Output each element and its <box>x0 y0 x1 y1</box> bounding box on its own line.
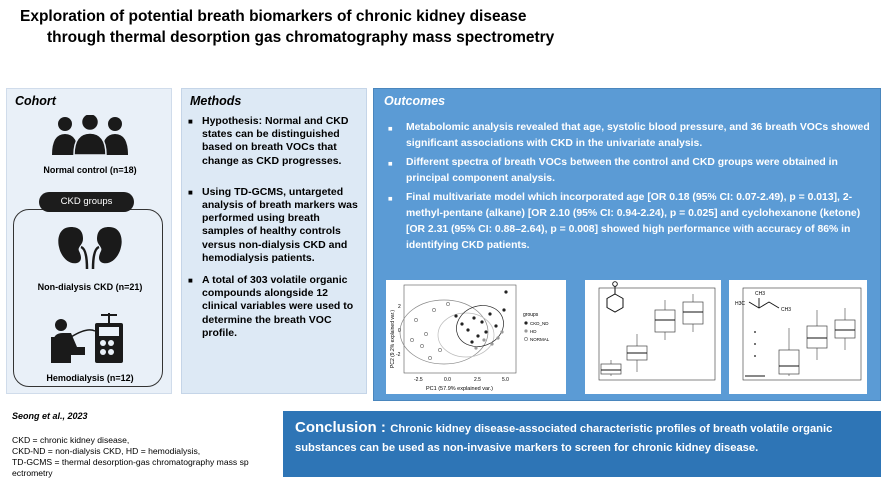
pca-figure <box>386 280 566 394</box>
pca-xtick-2: 0.0 <box>444 377 451 383</box>
abbreviation-line-3: TD-GCMS = thermal desorption-gas chromatography mass sp <box>12 457 249 467</box>
methods-item-compounds: ■ A total of 303 volatile organic compounds alongside 12 clinical variables were used to determine the breath VOC profile. <box>188 274 364 340</box>
outcomes-item-multivariate: ■ Final multivariate model which incorporated age [OR 0.18 (95% CI: 0.07-2.49), p = 0.013], 2-methyl-pentane (alkane) [OR 2.10 (95% CI: 0.94-2.24), p = 0.025] and cyclohexanone (ketone) [OR 2.31 (95% CI: 0.88–2.64), p = 0.008] showed high performance with accuracy of 86% in identifying CKD patients. <box>388 190 874 254</box>
conclusion-box <box>283 411 881 477</box>
pca-ylabel: PC2 (9.2% explained var.) <box>390 309 396 368</box>
title-line-1: Exploration of potential breath biomarkers of chronic kidney disease <box>20 8 527 25</box>
kidneys-icon <box>57 225 123 269</box>
pca-xtick-4: 5.0 <box>502 377 509 383</box>
pca-legend-normal: NORMAL <box>530 337 550 342</box>
pca-xtick-3: 2.5 <box>474 377 481 383</box>
conclusion-heading: Conclusion : <box>295 419 386 436</box>
cohort-panel <box>6 88 172 394</box>
citation: Seong et al., 2023 <box>12 411 88 421</box>
outcomes-item-univariate: ■ Metabolomic analysis revealed that age, systolic blood pressure, and 36 breath VOCs showed significant associations with CKD in the univariate analysis. <box>388 120 874 152</box>
outcomes-list <box>388 120 874 257</box>
hemodialysis-machine-icon <box>51 313 127 365</box>
methods-item-analysis: ■ Using TD-GCMS, untargeted analysis of breath markers was performed using breath samples of healthy controls versus non-dialysis CKD and hemodialysis patients. <box>188 186 364 265</box>
conclusion-text: Chronic kidney disease-associated characteristic profiles of breath volatile organic substances can be used as non-invasive markers to screen for chronic kidney disease. <box>295 423 833 454</box>
pca-xlabel: PC1 (57.9% explained var.) <box>426 386 493 392</box>
pca-ytick-1: 2 <box>398 304 401 310</box>
abbreviations <box>12 435 282 479</box>
abbreviation-line-4: ectrometry <box>12 468 53 478</box>
outcomes-item-pca: ■ Different spectra of breath VOCs between the control and CKD groups were obtained in principal component analysis. <box>388 155 874 187</box>
ckd-groups-pill: CKD groups <box>39 192 134 212</box>
pca-legend-hd: HD <box>530 329 537 334</box>
non-dialysis-label: Non-dialysis CKD (n=21) <box>37 282 143 292</box>
pca-xtick-1: -2.5 <box>414 377 423 383</box>
outcomes-heading: Outcomes <box>384 94 446 108</box>
structure-label-left: H3C <box>735 301 746 307</box>
outcomes-panel <box>373 88 881 401</box>
pca-legend-title: groups <box>523 312 539 318</box>
normal-control-label: Normal control (n=18) <box>43 165 137 175</box>
cyclohexanone-structure-icon <box>607 294 623 312</box>
methylpentane-structure-icon <box>749 302 779 308</box>
page-title <box>0 6 888 48</box>
cohort-heading: Cohort <box>15 94 56 108</box>
title-line-2: through thermal desorption gas chromatography mass spectrometry <box>47 29 555 46</box>
structure-label-top: CH3 <box>755 291 766 297</box>
pca-ytick-3: -2 <box>396 352 401 358</box>
methods-panel <box>181 88 367 394</box>
methods-list <box>188 115 364 349</box>
structure-label-right: CH3 <box>781 307 792 313</box>
methods-item-hypothesis: ■ Hypothesis: Normal and CKD states can be distinguished based on breath VOCs that change as CKD progresses. <box>188 115 364 168</box>
abbreviation-line-2: CKD-ND = non-dialysis CKD, HD = hemodialysis, <box>12 446 201 456</box>
methods-heading: Methods <box>190 94 242 108</box>
hemodialysis-label: Hemodialysis (n=12) <box>46 373 134 383</box>
pca-ytick-2: 0 <box>398 328 401 334</box>
cyclohexanone-boxplot <box>585 280 721 394</box>
people-group-icon <box>47 115 133 155</box>
methylpentane-boxplot <box>729 280 867 394</box>
pca-legend-ckd-nd: CKD_ND <box>530 321 549 326</box>
abbreviation-line-1: CKD = chronic kidney disease, <box>12 435 130 445</box>
